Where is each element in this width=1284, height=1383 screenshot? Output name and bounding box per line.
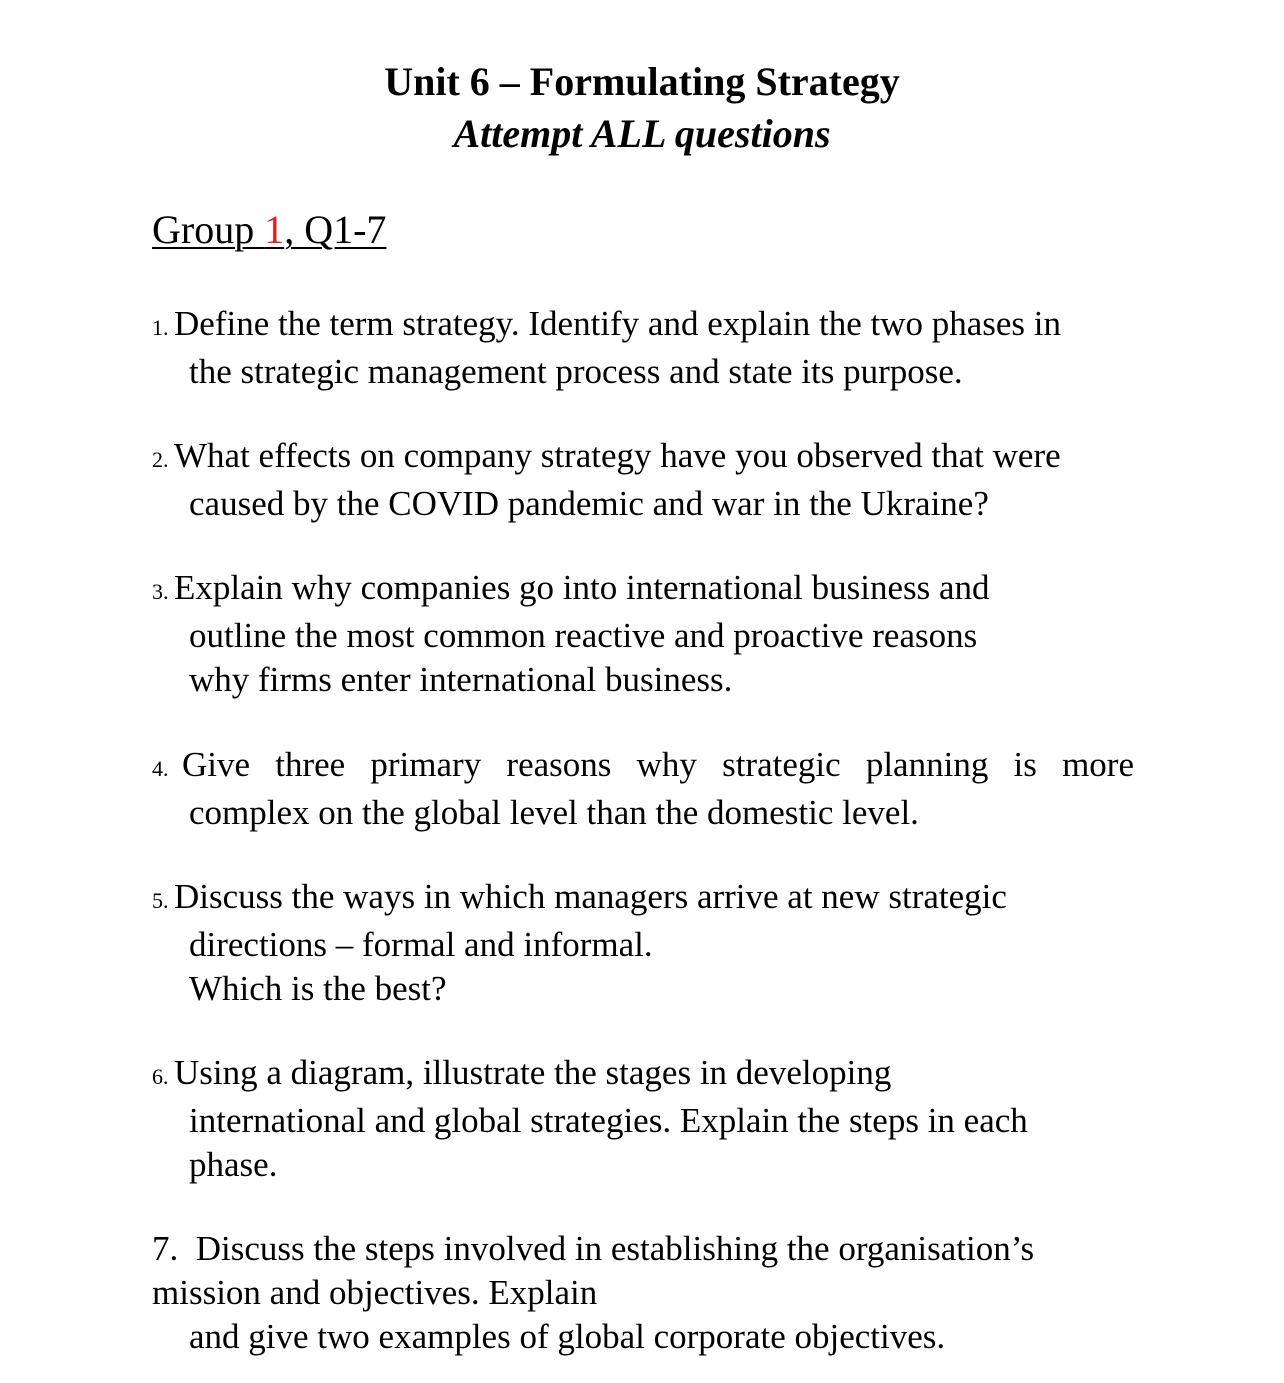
question-text-line: outline the most common reactive and proactive reasons	[189, 616, 978, 655]
question-5	[152, 875, 1134, 1011]
question-text-line: why firms enter international business.	[189, 660, 733, 699]
question-text-line: Discuss the ways in which managers arrive at new strategic	[174, 877, 1007, 916]
question-3-first-line	[152, 566, 1134, 614]
question-6-first-line	[152, 1051, 1134, 1099]
question-6	[152, 1051, 1134, 1187]
question-text-line: and give two examples of global corporate objectives.	[189, 1317, 946, 1356]
question-number: 2.	[152, 447, 169, 472]
question-text-line: phase.	[189, 1145, 278, 1184]
question-text-line: mission and objectives. Explain	[152, 1273, 598, 1312]
question-1-first-line	[152, 302, 1134, 350]
group-heading	[152, 204, 386, 256]
question-number: 6.	[152, 1064, 169, 1089]
question-number: 4.	[152, 756, 169, 781]
question-number: 5.	[152, 888, 169, 913]
question-text-line: the strategic management process and state its purpose.	[189, 352, 963, 391]
question-text-line: international and global strategies. Explain the steps in each	[189, 1101, 1028, 1140]
question-2	[152, 434, 1134, 526]
page-title: Unit 6 – Formulating Strategy	[384, 59, 900, 104]
question-text-line: Discuss the steps involved in establishing the organisation’s	[195, 1229, 1035, 1268]
question-3	[152, 566, 1134, 702]
question-text-line: caused by the COVID pandemic and war in the Ukraine?	[189, 484, 989, 523]
question-4	[152, 743, 1134, 835]
page-subtitle: Attempt ALL questions	[453, 111, 831, 156]
group-suffix: , Q1-7	[284, 207, 387, 252]
question-text-line: Explain why companies go into international business and	[174, 568, 990, 607]
question-4-first-line	[152, 743, 1134, 791]
question-text-line: What effects on company strategy have you observed that were	[174, 436, 1061, 475]
question-text-line: Using a diagram, illustrate the stages in developing	[174, 1053, 892, 1092]
group-prefix: Group	[152, 207, 265, 252]
question-2-first-line	[152, 434, 1134, 482]
question-number: 1.	[152, 315, 169, 340]
question-number: 3.	[152, 579, 169, 604]
question-7-first-line	[152, 1227, 1134, 1271]
question-text-line: Which is the best?	[189, 969, 447, 1008]
question-1	[152, 302, 1134, 394]
group-number: 1	[264, 207, 285, 252]
question-7	[152, 1227, 1134, 1359]
question-text-line: Give three primary reasons why strategic planning is more	[182, 745, 1134, 784]
question-5-first-line	[152, 875, 1134, 923]
question-text-line: complex on the global level than the domestic level.	[189, 793, 919, 832]
question-text-line: Define the term strategy. Identify and explain the two phases in	[174, 304, 1062, 343]
question-text-line: directions – formal and informal.	[189, 925, 653, 964]
question-number: 7.	[152, 1229, 179, 1268]
